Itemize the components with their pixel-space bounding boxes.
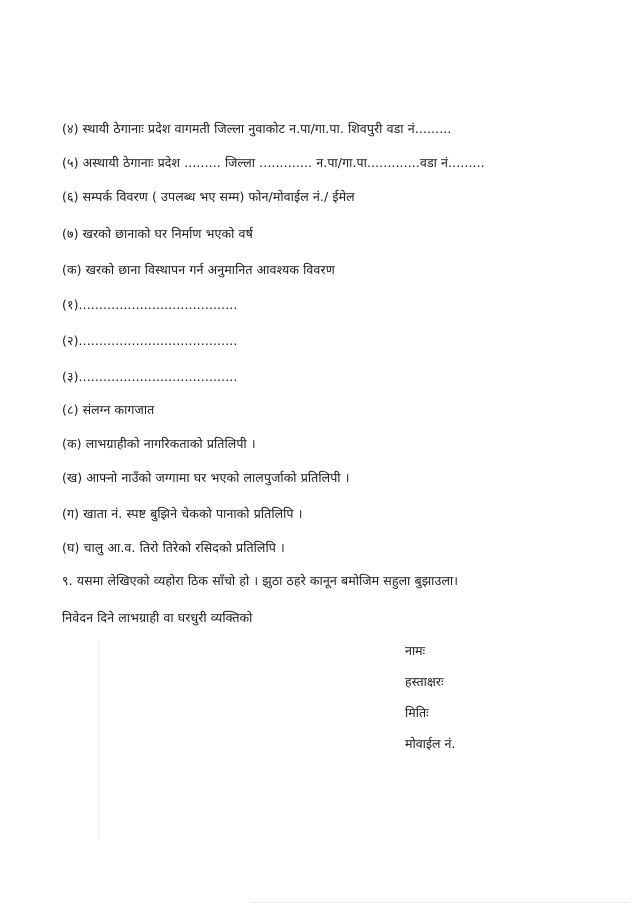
signature-name-label: नामः — [405, 643, 426, 658]
detail-item-3: (३)....................................... — [62, 369, 238, 384]
temporary-address-line: (५) अस्थायी ठेगानाः प्रदेश ......... जिल्ला ............. न.पा/गा.पा.............वडा नं......... — [62, 155, 485, 170]
signature-sign-label: हस्ताक्षरः — [405, 674, 444, 689]
attached-documents-heading: (८) संलग्न कागजात — [62, 402, 155, 417]
declaration-line: ९. यसमा लेखिएको व्यहोरा ठिक साँचो हो । झुठा ठहरे कानून बमोजिम सहुला बुझाउला। — [62, 573, 459, 588]
contact-details-line: (६) सम्पर्क विवरण ( उपलब्ध भए सम्म) फोन/मोवाईल नं./ ईमेल — [62, 189, 355, 204]
house-built-year-line: (७) खरको छानाको घर निर्माण भएको वर्ष — [62, 226, 253, 241]
permanent-address-line: (४) स्थायी ठेगानाः प्रदेश वागमती जिल्ला नुवाकोट न.पा/गा.पा. शिवपुरी वडा नं......... — [62, 121, 452, 136]
scan-artifact-bottom — [250, 902, 630, 903]
bank-cheque-copy-line: (ग) खाता नं. स्पष्ट बुझिने चेकको पानाको प्रतिलिपि । — [62, 506, 303, 521]
applicant-caption: निवेदन दिने लाभग्राही वा घरधुरी व्यक्तिको — [62, 610, 253, 625]
citizenship-copy-line: (क) लाभग्राहीको नागरिकताको प्रतिलिपी । — [62, 436, 256, 451]
signature-mobile-label: मोवाईल नं. — [405, 736, 456, 751]
scan-artifact-line — [98, 640, 99, 840]
land-ownership-copy-line: (ख) आफ्नो नाउँको जग्गामा घर भएको लालपुर्जाको प्रतिलिपी । — [62, 470, 350, 485]
signature-date-label: मितिः — [405, 705, 429, 720]
detail-item-1: (१)....................................... — [62, 297, 238, 312]
tax-receipt-copy-line: (घ) चालु आ.व. तिरो तिरेको रसिदको प्रतिलिपि । — [62, 540, 285, 555]
detail-item-2: (२)....................................... — [62, 333, 238, 348]
roof-replacement-details-heading: (क) खरको छाना विस्थापन गर्न अनुमानित आवश्यक विवरण — [62, 262, 335, 277]
